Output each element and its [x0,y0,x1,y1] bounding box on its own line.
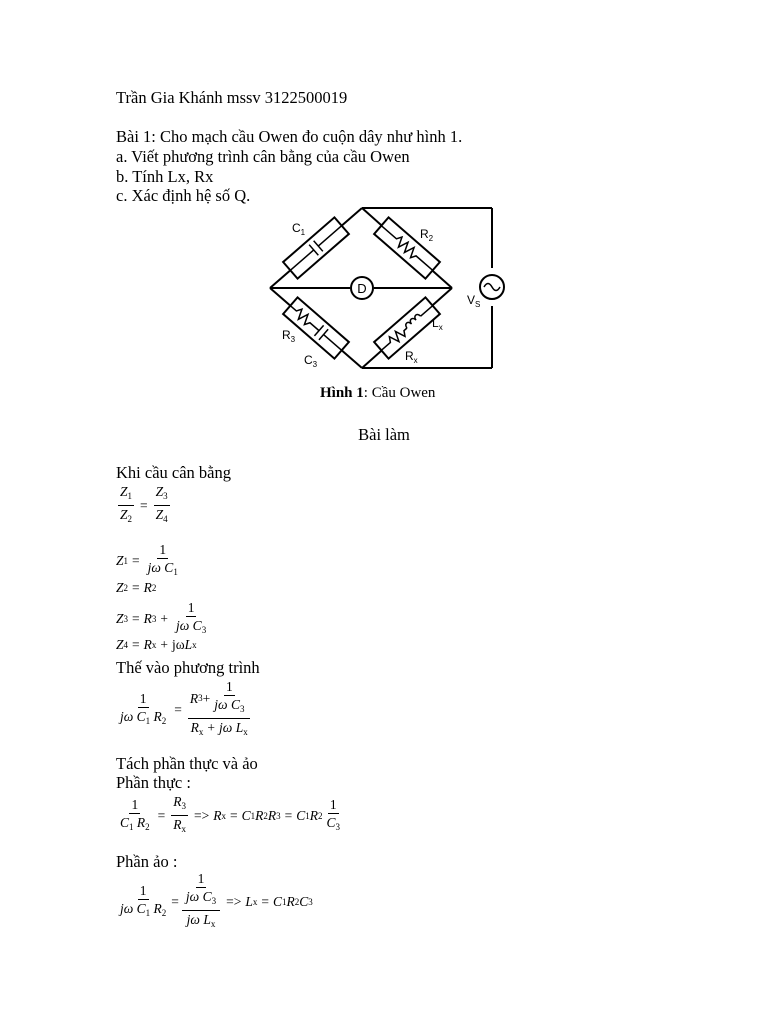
separate-label: Tách phần thực và ảo [116,754,258,773]
problem-item-a: a. Viết phương trình cân bằng của cầu Owen [116,147,410,166]
imag-part-label: Phần ảo : [116,852,178,871]
label-lx: L [432,316,439,330]
label-vs-sub: S [475,300,481,309]
substitute-label: Thế vào phương trình [116,658,260,677]
label-c1-sub: 1 [300,228,306,237]
solution-heading: Bài làm [358,425,410,444]
eq-z2: Z 2 = R 2 [116,580,157,595]
label-rx-sub: x [413,356,418,365]
owen-bridge-diagram [262,205,512,373]
svg-text:R2 [420,227,434,243]
svg-text:C1 [292,221,306,237]
label-vs: V [467,293,476,307]
figure-caption [320,385,435,402]
svg-text:Lx [432,316,443,332]
eq-z3: Z 3 = R 3 + $\frac{1}{j\omega C_3}$ [116,600,207,635]
eq-imag-part: $\frac{1}{j\omega C_1 R_2}$ = $\frac{\frac{1}{j\omega C_3}}{j\omega L_x}$ => L x = C 1 R 2 C 3 [120,871,313,929]
eq-substituted: $\frac{1}{j\omega C_1 R_2}$ = R 3 + $\frac{1}{j\omega C_3}$ $R_x + j\omega$ $L_x$ [116,679,252,740]
label-lx-sub: x [438,323,443,332]
eq-balance-ratio: $\frac{Z_1}{Z_2}$ = $\frac{Z_3}{Z_4}$ [120,484,168,524]
label-r2-sub: 2 [428,234,434,243]
svg-text:R3 [282,328,296,344]
figure-caption-rest: : Cầu Owen [363,385,436,401]
eq-z1: Z 1 = $\frac{1}{j\omega C_1}$ [116,542,178,577]
problem-item-b: b. Tính Lx, Rx [116,167,214,186]
balance-label: Khi cầu cân bằng [116,463,231,482]
author-line: Trần Gia Khánh mssv 3122500019 [116,88,348,107]
problem-title: Bài 1: Cho mạch cầu Owen đo cuộn dây như hình 1. [116,127,463,146]
eq-real-part: $\frac{1}{C_1 R_2}$ = $\frac{R_3}{R_x}$ => R x = C 1 R 2 R 3 = C 1 R 2 $\frac{1}{C_3}$ [120,794,341,834]
label-r3-sub: 3 [290,335,296,344]
figure-caption-bold: Hình 1 [320,385,364,401]
label-c1: C [292,221,301,235]
label-rx: R [405,349,414,363]
problem-item-c: c. Xác định hệ số Q. [116,186,251,205]
detector-label: D [357,281,367,296]
eq-z4: Z 4 = R x + jω L x [116,637,197,652]
real-part-label: Phần thực : [116,773,191,792]
svg-text:VS [467,293,480,309]
svg-text:Rx [405,349,418,365]
label-c3-sub: 3 [312,360,318,369]
label-r2: R [420,227,429,241]
label-c3: C [304,353,313,367]
svg-text:C3 [304,353,318,369]
label-r3: R [282,328,291,342]
